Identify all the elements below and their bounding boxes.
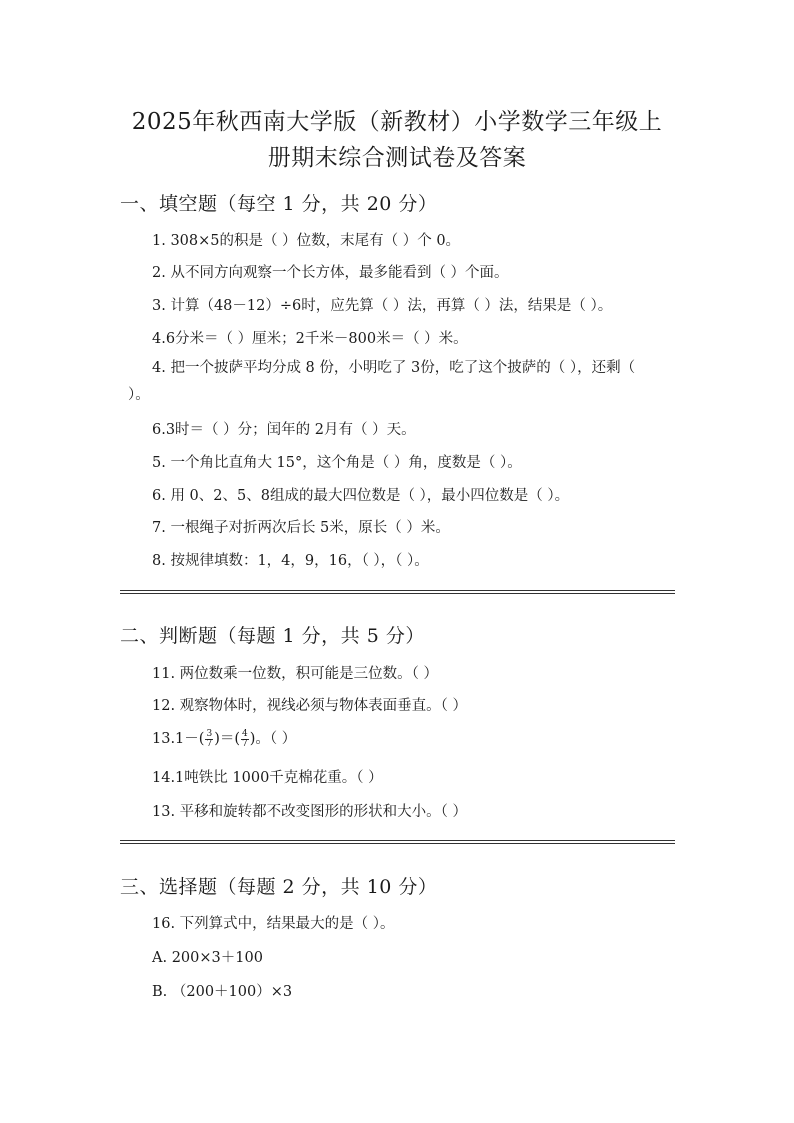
question-4b: 4. 把一个披萨平均分成 8 份，小明吃了 3份，吃了这个披萨的（ ），还剩（ ）。 [128, 360, 636, 403]
section-3-heading: 三、选择题（每题 2 分，共 10 分） [120, 876, 438, 898]
section-1-heading: 一、填空题（每空 1 分，共 20 分） [120, 193, 438, 215]
fraction-denominator: 7 [206, 738, 213, 749]
fraction-denominator: 7 [242, 738, 248, 749]
question-1: 1. 308×5的积是（ ）位数，末尾有（ ）个 0。 [152, 233, 461, 249]
title-line-2: 册期末综合测试卷及答案 [267, 145, 527, 171]
question-4a: 4.6分米＝（ ）厘米；2千米－800米＝（ ）米。 [152, 331, 468, 347]
question-11: 11. 两位数乘一位数，积可能是三位数。（ ） [152, 666, 439, 682]
question-6: 6.3时＝（ ）分；闰年的 2月有（ ）天。 [152, 422, 416, 438]
option-a: A. 200×3＋100 [152, 950, 263, 966]
question-15: 13. 平移和旋转都不改变图形的形状和大小。（ ） [152, 804, 468, 820]
q13-prefix: 13.1－( [152, 731, 205, 747]
fraction-3-7 [205, 730, 213, 749]
question-13 [152, 727, 296, 749]
option-b: B. （200＋100）×3 [152, 984, 293, 1000]
section-2-heading: 二、判断题（每题 1 分，共 5 分） [120, 625, 425, 647]
question-16: 16. 下列算式中，结果最大的是（ ）。 [152, 916, 395, 932]
section-divider-1 [120, 590, 675, 594]
q13-suffix: )。（ ） [249, 731, 297, 747]
q13-middle: )＝( [214, 731, 241, 747]
fraction-4-7 [241, 730, 249, 749]
question-5: 5. 一个角比直角大 15°，这个角是（ ）角，度数是（ ）。 [152, 455, 522, 471]
question-12: 12. 观察物体时，视线必须与物体表面垂直。（ ） [152, 698, 468, 714]
question-3: 3. 计算（48－12）÷6时，应先算（ ）法，再算（ ）法，结果是（ ）。 [152, 298, 613, 314]
title-line-1: 2025年秋西南大学版（新教材）小学数学三年级上 [131, 109, 663, 135]
fraction-numerator: 3 [206, 728, 213, 739]
question-14: 14.1吨铁比 1000千克棉花重。（ ） [152, 770, 383, 786]
fraction-numerator: 4 [242, 728, 248, 739]
question-6b: 6. 用 0、2、5、8组成的最大四位数是（ ），最小四位数是（ ）。 [152, 488, 570, 504]
section-divider-2 [120, 840, 675, 844]
question-7: 7. 一根绳子对折两次后长 5米，原长（ ）米。 [152, 520, 450, 536]
question-2: 2. 从不同方向观察一个长方体，最多能看到（ ）个面。 [152, 265, 509, 281]
question-8: 8. 按规律填数：1，4，9，16，（ ），（ ）。 [152, 553, 429, 569]
